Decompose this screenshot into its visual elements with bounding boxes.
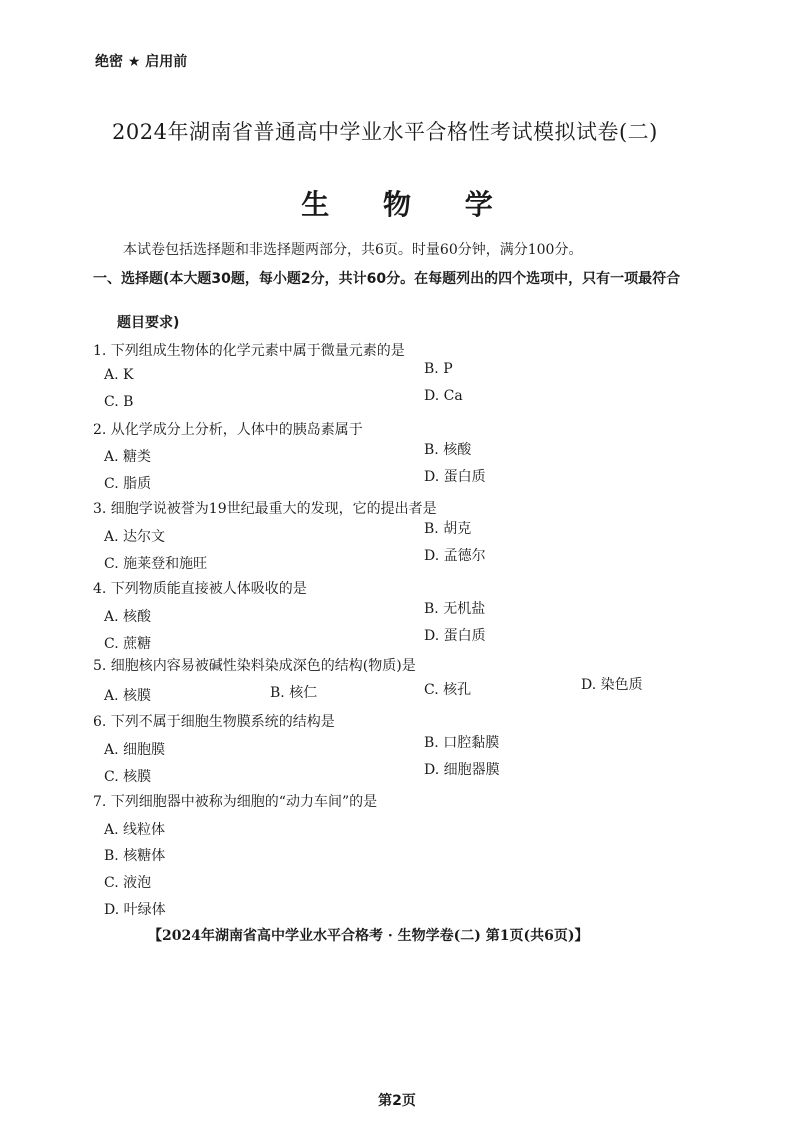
question-6-stem: 6. 下列不属于细胞生物膜系统的结构是	[93, 714, 335, 730]
section-heading-continued: 题目要求)	[117, 315, 180, 331]
question-2-stem: 2. 从化学成分上分析，人体中的胰岛素属于	[93, 422, 363, 438]
question-5-option-b: B. 核仁	[270, 685, 318, 701]
question-5-option-a: A. 核膜	[104, 688, 152, 704]
question-2-option-c: C. 脂质	[104, 476, 152, 492]
exam-instructions: 本试卷包括选择题和非选择题两部分，共6页。时量60分钟，满分100分。	[123, 242, 583, 258]
question-7-option-b: B. 核糖体	[104, 848, 166, 864]
question-1-option-a: A. K	[104, 367, 134, 383]
question-5-option-c: C. 核孔	[424, 682, 472, 698]
question-4-option-c: C. 蔗糖	[104, 636, 152, 652]
question-3-stem: 3. 细胞学说被誉为19世纪最重大的发现，它的提出者是	[93, 501, 437, 517]
subject-title: 生 物 学	[301, 188, 515, 221]
question-6-option-a: A. 细胞膜	[104, 742, 166, 758]
question-1-option-d: D. Ca	[424, 388, 463, 404]
page-footer: 【2024年湖南省高中学业水平合格考 · 生物学卷(二) 第1页(共6页)】	[148, 928, 589, 944]
exam-title: 2024年湖南省普通高中学业水平合格性考试模拟试卷(二)	[112, 120, 658, 144]
question-3-option-a: A. 达尔文	[104, 529, 166, 545]
question-7-option-d: D. 叶绿体	[104, 902, 166, 918]
question-4-option-d: D. 蛋白质	[424, 628, 486, 644]
question-6-option-c: C. 核膜	[104, 769, 152, 785]
question-5-stem: 5. 细胞核内容易被碱性染料染成深色的结构(物质)是	[93, 658, 416, 674]
question-2-option-d: D. 蛋白质	[424, 469, 486, 485]
question-2-option-b: B. 核酸	[424, 442, 472, 458]
question-3-option-d: D. 孟德尔	[424, 548, 486, 564]
confidential-label: 绝密 ★ 启用前	[95, 54, 188, 70]
page-number: 第2页	[378, 1093, 416, 1109]
section-heading: 一、选择题(本大题30题，每小题2分，共计60分。在每题列出的四个选项中，只有一项最符合	[93, 271, 681, 287]
question-7-option-c: C. 液泡	[104, 875, 152, 891]
question-1-option-c: C. B	[104, 394, 134, 410]
question-4-option-b: B. 无机盐	[424, 601, 486, 617]
question-6-option-d: D. 细胞器膜	[424, 762, 500, 778]
question-7-option-a: A. 线粒体	[104, 822, 166, 838]
question-1-option-b: B. P	[424, 361, 453, 377]
question-3-option-b: B. 胡克	[424, 521, 472, 537]
question-5-option-d: D. 染色质	[581, 677, 643, 693]
question-3-option-c: C. 施莱登和施旺	[104, 556, 208, 572]
question-7-stem: 7. 下列细胞器中被称为细胞的“动力车间”的是	[93, 794, 378, 810]
question-6-option-b: B. 口腔黏膜	[424, 735, 500, 751]
question-1-stem: 1. 下列组成生物体的化学元素中属于微量元素的是	[93, 343, 405, 359]
question-2-option-a: A. 糖类	[104, 449, 152, 465]
question-4-option-a: A. 核酸	[104, 609, 152, 625]
question-4-stem: 4. 下列物质能直接被人体吸收的是	[93, 581, 307, 597]
